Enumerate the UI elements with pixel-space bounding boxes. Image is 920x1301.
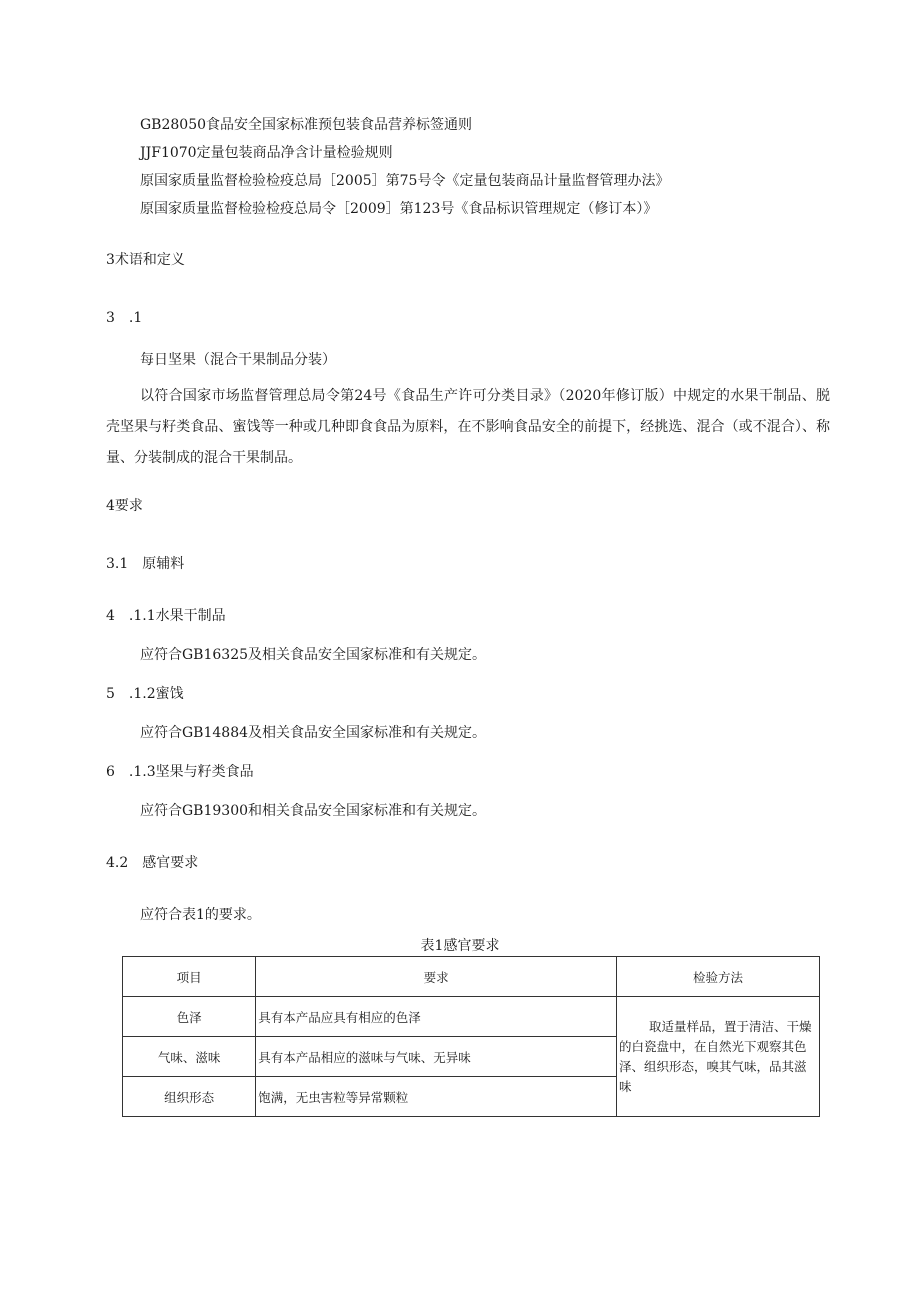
- header-method: 检验方法: [617, 957, 820, 997]
- row-requirement: 饱满，无虫害粒等异常颗粒: [256, 1077, 617, 1117]
- row-item: 气味、滋味: [123, 1037, 256, 1077]
- table-row: [123, 997, 820, 1037]
- section-4-heading: 4要求: [106, 498, 143, 514]
- item-dried-fruit-text: 应符合GB16325及相关食品安全国家标准和有关规定。: [140, 647, 487, 663]
- sensory-requirements-table: [122, 956, 820, 1117]
- item-candied-fruit-text: 应符合GB14884及相关食品安全国家标准和有关规定。: [140, 725, 487, 741]
- header-requirement: 要求: [256, 957, 617, 997]
- reference-line: GB28050食品安全国家标准预包装食品营养标签通则: [140, 117, 473, 133]
- header-item: 项目: [123, 957, 256, 997]
- table-caption: 表1感官要求: [420, 938, 500, 954]
- item-nuts-text: 应符合GB19300和相关食品安全国家标准和有关规定。: [140, 803, 487, 819]
- section-3-1-number: 3 .1: [106, 310, 143, 326]
- method-text: 取适量样品，置于清洁、干燥的白瓷盘中，在自然光下观察其色泽、组织形态，嗅其气味，品其滋味: [619, 1018, 812, 1094]
- row-requirement: 具有本产品相应的滋味与气味、无异味: [256, 1037, 617, 1077]
- sensory-text: 应符合表1的要求。: [140, 907, 261, 923]
- subsection-sensory: 4.2 感官要求: [106, 855, 199, 871]
- item-dried-fruit-heading: 4 .1.1水果干制品: [106, 608, 226, 624]
- reference-line: 原国家质量监督检验检疫总局令［2009］第123号《食品标识管理规定（修订本）》: [140, 201, 658, 217]
- table-header-row: [123, 957, 820, 997]
- method-cell: [617, 997, 820, 1117]
- section-3-heading: 3术语和定义: [106, 252, 185, 268]
- item-candied-fruit-heading: 5 .1.2蜜饯: [106, 686, 184, 702]
- term-definition: 以符合国家市场监督管理总局令第24号《食品生产许可分类目录》（2020年修订版）中规定的水果干制品、脱壳坚果与籽类食品、蜜饯等一种或几种即食食品为原料，在不影响食品安全的前提下，经挑选、混合（或不混合）、称量、分装制成的混合干果制品。: [106, 388, 830, 466]
- term-title: 每日坚果（混合干果制品分装）: [140, 352, 336, 368]
- row-requirement: 具有本产品应具有相应的色泽: [256, 997, 617, 1037]
- subsection-raw-materials: 3.1 原辅料: [106, 556, 185, 572]
- reference-line: 原国家质量监督检验检疫总局［2005］第75号令《定量包装商品计量监督管理办法》: [140, 173, 670, 189]
- reference-line: JJF1070定量包装商品净含计量检验规则: [140, 145, 393, 161]
- row-item: 组织形态: [123, 1077, 256, 1117]
- row-item: 色泽: [123, 997, 256, 1037]
- item-nuts-heading: 6 .1.3坚果与籽类食品: [106, 764, 254, 780]
